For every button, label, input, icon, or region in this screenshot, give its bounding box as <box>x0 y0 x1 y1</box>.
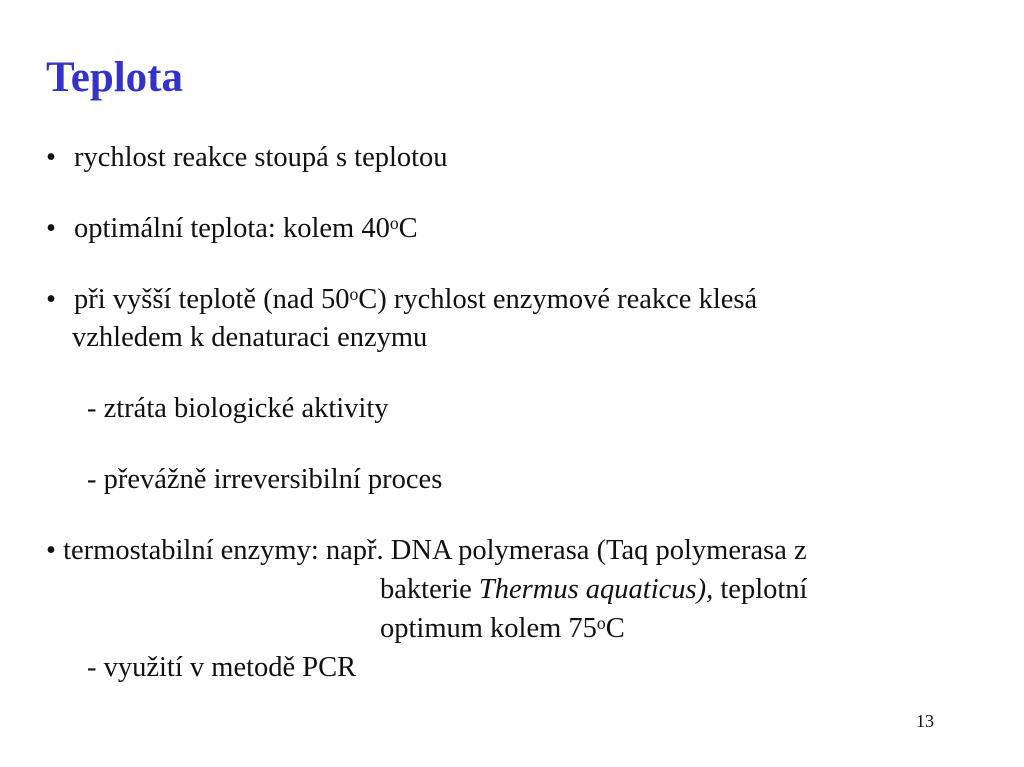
bullet-text: termostabilní enzymy: např. DNA polymerasa (Taq polymerasa z <box>63 535 807 566</box>
slide-title: Teplota <box>46 54 183 101</box>
continuation-unit: C <box>605 613 625 644</box>
bullet-marker: • <box>46 284 56 315</box>
bullet-continuation <box>380 572 807 608</box>
bullet-item <box>46 140 448 176</box>
bullet-text-continued: C) rychlost enzymové reakce klesá <box>358 284 758 315</box>
sub-item: - ztráta biologické aktivity <box>87 393 389 424</box>
species-name: Thermus aquaticus), <box>478 574 714 605</box>
bullet-marker: • <box>46 213 56 244</box>
degree-superscript: o <box>389 213 399 234</box>
bullet-text: při vyšší teplotě (nad 50 <box>74 284 350 315</box>
bullet-text-unit: C <box>398 213 418 244</box>
bullet-marker: • <box>46 142 56 173</box>
degree-superscript: o <box>596 613 606 634</box>
bullet-continuation <box>380 611 625 647</box>
bullet-marker: • <box>46 535 56 566</box>
continuation-text: bakterie <box>380 574 479 605</box>
bullet-item <box>46 211 418 247</box>
bullet-item <box>46 533 807 569</box>
bullet-item <box>46 282 757 318</box>
sub-item: - využití v metodě PCR <box>87 652 357 683</box>
bullet-text: optimální teplota: kolem 40 <box>74 213 390 244</box>
continuation-text: optimum kolem 75 <box>380 613 597 644</box>
page-number: 13 <box>916 711 934 731</box>
continuation-text: teplotní <box>713 574 808 605</box>
bullet-text: rychlost reakce stoupá s teplotou <box>74 142 448 173</box>
degree-superscript: o <box>349 284 359 305</box>
bullet-continuation: vzhledem k denaturaci enzymu <box>72 322 428 353</box>
sub-item: - převážně irreversibilní proces <box>87 464 443 495</box>
